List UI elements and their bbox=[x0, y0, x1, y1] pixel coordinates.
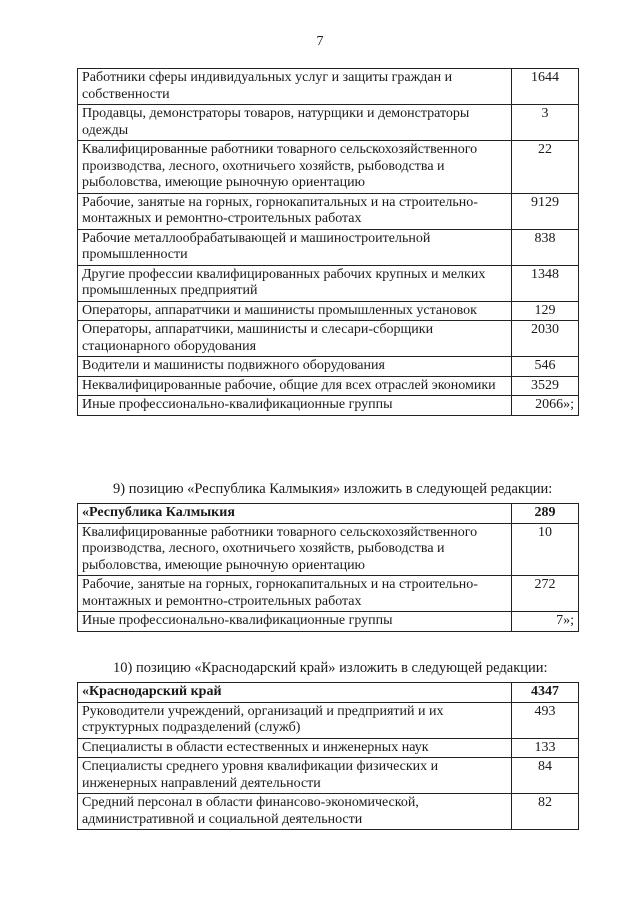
table-row bbox=[78, 321, 579, 357]
row-label: Рабочие, занятые на горных, горнокапитальных и на строительно-монтажных и ремонтно-строительных работах bbox=[78, 193, 512, 229]
table-header-row bbox=[78, 504, 579, 524]
amendment-instruction-kalmykia: 9) позицию «Республика Калмыкия» изложить в следующей редакции: bbox=[113, 481, 553, 497]
table-row bbox=[78, 612, 579, 632]
krasnodar-table bbox=[77, 682, 579, 830]
table-row bbox=[78, 193, 579, 229]
region-total: 289 bbox=[512, 504, 579, 524]
row-value: 22 bbox=[512, 141, 579, 194]
row-label: Водители и машинисты подвижного оборудования bbox=[78, 357, 512, 377]
table-row bbox=[78, 702, 579, 738]
row-value: 546 bbox=[512, 357, 579, 377]
page-number: 7 bbox=[316, 34, 324, 49]
row-value: 9129 bbox=[512, 193, 579, 229]
row-label: Рабочие, занятые на горных, горнокапитальных и на строительно-монтажных и ремонтно-строительных работах bbox=[78, 576, 512, 612]
row-label: Квалифицированные работники товарного сельскохозяйственного производства, лесного, охотничьего хозяйств, рыбоводства и рыболовства, имеющие рыночную ориентацию bbox=[78, 523, 512, 576]
row-label: Рабочие металлообрабатывающей и машиностроительной промышленности bbox=[78, 229, 512, 265]
row-label: Руководители учреждений, организаций и предприятий и их структурных подразделений (служб) bbox=[78, 702, 512, 738]
row-value: 10 bbox=[512, 523, 579, 576]
table-row bbox=[78, 523, 579, 576]
table-row bbox=[78, 301, 579, 321]
row-value: 7»; bbox=[512, 612, 579, 632]
row-value: 272 bbox=[512, 576, 579, 612]
row-value: 133 bbox=[512, 738, 579, 758]
row-label: Операторы, аппаратчики и машинисты промышленных установок bbox=[78, 301, 512, 321]
table-row bbox=[78, 758, 579, 794]
row-value: 3 bbox=[512, 105, 579, 141]
table-row bbox=[78, 105, 579, 141]
row-value: 1644 bbox=[512, 69, 579, 105]
table-header-row bbox=[78, 683, 579, 703]
table-row bbox=[78, 376, 579, 396]
row-label: Иные профессионально-квалификационные группы bbox=[78, 612, 512, 632]
table-row bbox=[78, 576, 579, 612]
table-row bbox=[78, 141, 579, 194]
table-row bbox=[78, 357, 579, 377]
row-value: 3529 bbox=[512, 376, 579, 396]
table-row bbox=[78, 229, 579, 265]
row-value: 493 bbox=[512, 702, 579, 738]
region-name: «Краснодарский край bbox=[78, 683, 512, 703]
row-value: 82 bbox=[512, 794, 579, 830]
row-value: 838 bbox=[512, 229, 579, 265]
row-value: 2030 bbox=[512, 321, 579, 357]
row-label: Другие профессии квалифицированных рабочих крупных и мелких промышленных предприятий bbox=[78, 265, 512, 301]
row-label: Квалифицированные работники товарного сельскохозяйственного производства, лесного, охотничьего хозяйств, рыбоводства и рыболовства, имеющие рыночную ориентацию bbox=[78, 141, 512, 194]
row-value: 84 bbox=[512, 758, 579, 794]
region-total: 4347 bbox=[512, 683, 579, 703]
table-row bbox=[78, 69, 579, 105]
amendment-instruction-krasnodar: 10) позицию «Краснодарский край» изложить в следующей редакции: bbox=[113, 660, 548, 676]
row-label: Продавцы, демонстраторы товаров, натурщики и демонстраторы одежды bbox=[78, 105, 512, 141]
row-value: 1348 bbox=[512, 265, 579, 301]
table-row bbox=[78, 396, 579, 416]
row-value: 129 bbox=[512, 301, 579, 321]
row-label: Неквалифицированные рабочие, общие для всех отраслей экономики bbox=[78, 376, 512, 396]
row-label: Средний персонал в области финансово-экономической, административной и социальной деятельности bbox=[78, 794, 512, 830]
kalmykia-table bbox=[77, 503, 579, 632]
row-label: Специалисты в области естественных и инженерных наук bbox=[78, 738, 512, 758]
table-row bbox=[78, 738, 579, 758]
row-label: Операторы, аппаратчики, машинисты и слесари-сборщики стационарного оборудования bbox=[78, 321, 512, 357]
row-label: Иные профессионально-квалификационные группы bbox=[78, 396, 512, 416]
table-row bbox=[78, 794, 579, 830]
table-row bbox=[78, 265, 579, 301]
row-label: Специалисты среднего уровня квалификации физических и инженерных направлений деятельности bbox=[78, 758, 512, 794]
occupation-table-continued bbox=[77, 68, 579, 416]
row-value: 2066»; bbox=[512, 396, 579, 416]
row-label: Работники сферы индивидуальных услуг и защиты граждан и собственности bbox=[78, 69, 512, 105]
region-name: «Республика Калмыкия bbox=[78, 504, 512, 524]
